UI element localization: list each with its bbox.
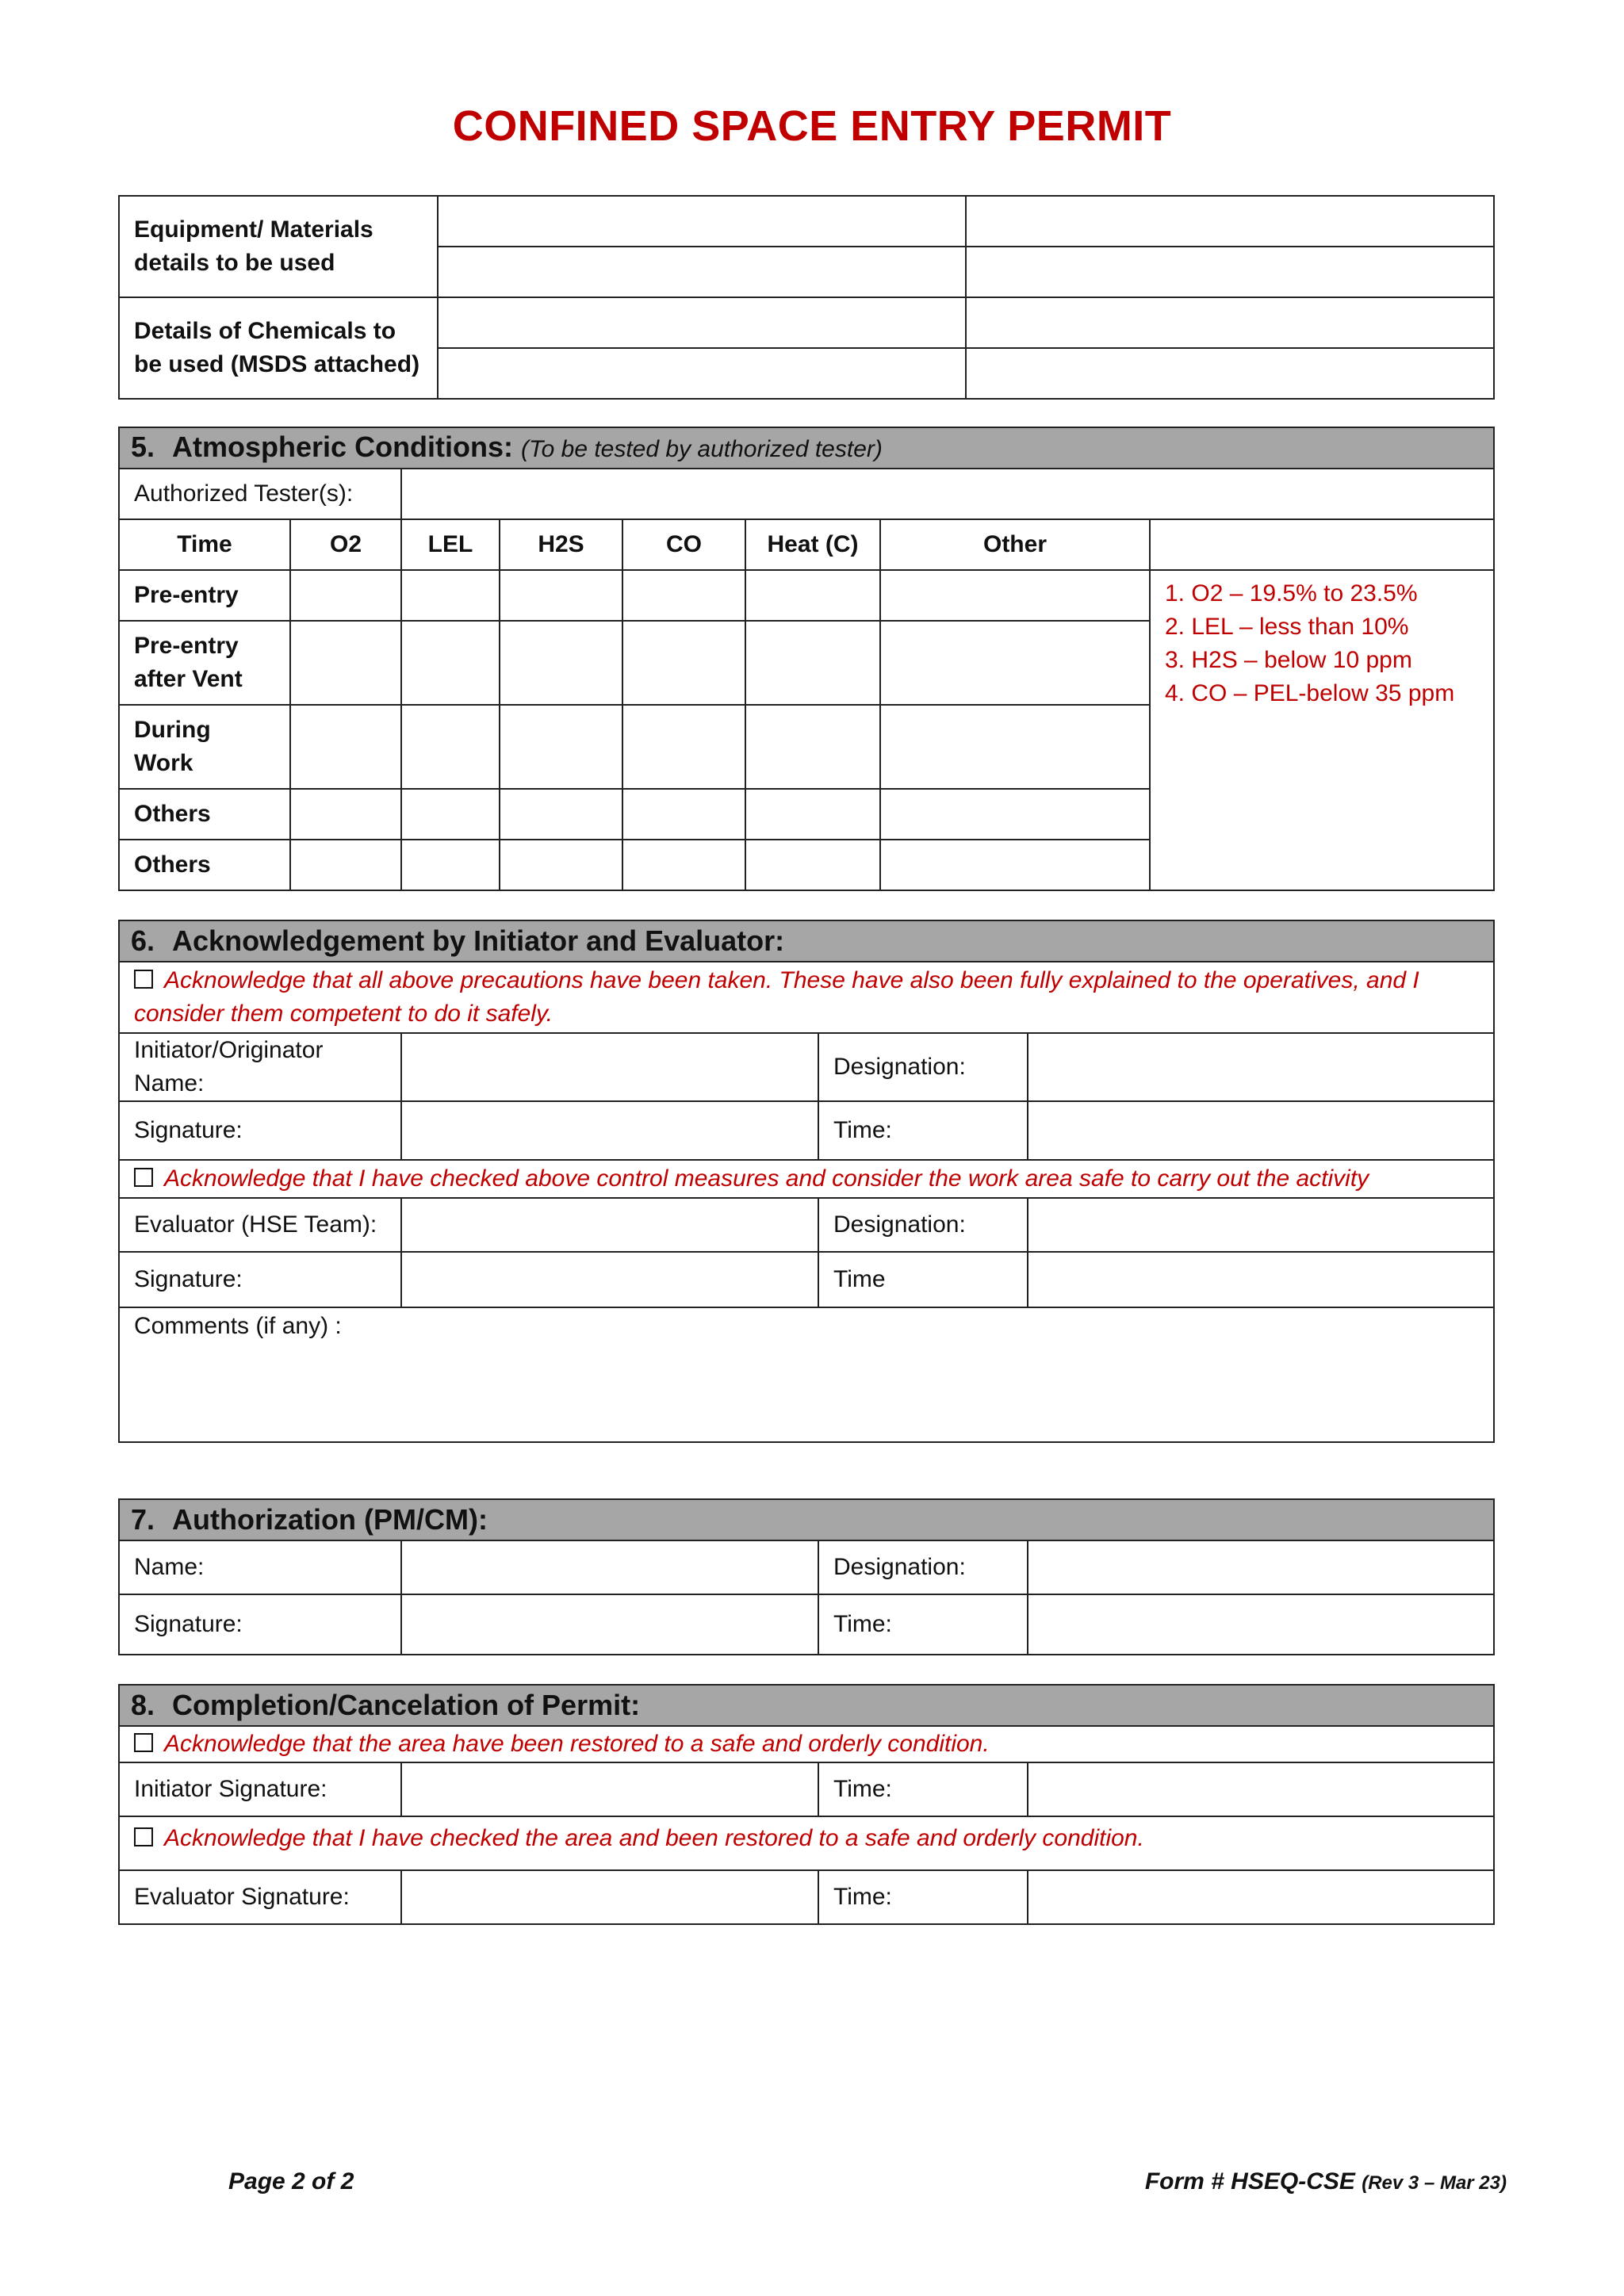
ack-1-checkbox[interactable] xyxy=(134,970,153,989)
materials-table xyxy=(118,195,1495,400)
initiator-signature-label: Signature: xyxy=(119,1101,401,1160)
reading-cell[interactable] xyxy=(290,789,401,840)
initiator-time-field[interactable] xyxy=(1028,1101,1494,1160)
ack-row-1 xyxy=(119,962,1494,1033)
auth-designation-label: Designation: xyxy=(818,1540,1028,1594)
reading-cell[interactable] xyxy=(745,621,880,705)
row-label: During Work xyxy=(119,705,290,789)
reading-cell[interactable] xyxy=(401,789,500,840)
reading-cell[interactable] xyxy=(290,705,401,789)
tester-field[interactable] xyxy=(401,469,1494,519)
initiator-signature-field-8[interactable] xyxy=(401,1762,818,1816)
completion-ack-2-checkbox[interactable] xyxy=(134,1827,153,1846)
section-6-number: 6. xyxy=(131,924,155,957)
section-5-header xyxy=(119,427,1494,469)
limit-co: 4. CO – PEL-below 35 ppm xyxy=(1165,680,1455,706)
form-number xyxy=(1145,2168,1507,2195)
auth-name-label: Name: xyxy=(119,1540,401,1594)
equipment-field-4[interactable] xyxy=(966,247,1494,297)
evaluator-time-field-8[interactable] xyxy=(1028,1870,1494,1924)
initiator-signature-label-8: Initiator Signature: xyxy=(119,1762,401,1816)
equipment-field-2[interactable] xyxy=(966,196,1494,247)
reading-cell[interactable] xyxy=(745,789,880,840)
section-5-heading: Atmospheric Conditions: xyxy=(172,430,514,463)
section-5-number: 5. xyxy=(131,430,155,463)
col-time: Time xyxy=(119,519,290,570)
initiator-time-field-8[interactable] xyxy=(1028,1762,1494,1816)
initiator-designation-field[interactable] xyxy=(1028,1033,1494,1101)
chemicals-field-1[interactable] xyxy=(438,297,966,348)
row-label: Others xyxy=(119,840,290,890)
initiator-name-field[interactable] xyxy=(401,1033,818,1101)
reading-cell[interactable] xyxy=(500,570,622,621)
col-lel: LEL xyxy=(401,519,500,570)
section-8-number: 8. xyxy=(131,1689,155,1721)
completion-ack-1-text: Acknowledge that the area have been restored to a safe and orderly condition. xyxy=(164,1731,990,1757)
reading-cell[interactable] xyxy=(622,789,745,840)
limit-o2: 1. O2 – 19.5% to 23.5% xyxy=(1165,580,1418,607)
authorization-table xyxy=(118,1498,1495,1655)
evaluator-time-label: Time xyxy=(818,1252,1028,1307)
atmospheric-table xyxy=(118,427,1495,891)
ack-2-checkbox[interactable] xyxy=(134,1168,153,1187)
chemicals-field-2[interactable] xyxy=(966,297,1494,348)
reading-cell[interactable] xyxy=(622,705,745,789)
reading-cell[interactable] xyxy=(290,621,401,705)
evaluator-designation-field[interactable] xyxy=(1028,1198,1494,1252)
reading-cell[interactable] xyxy=(500,705,622,789)
auth-name-field[interactable] xyxy=(401,1540,818,1594)
completion-ack-row-2 xyxy=(119,1816,1494,1870)
initiator-signature-field[interactable] xyxy=(401,1101,818,1160)
limit-h2s: 3. H2S – below 10 ppm xyxy=(1165,647,1412,673)
form-id: Form # HSEQ-CSE xyxy=(1144,2168,1355,2195)
reading-cell[interactable] xyxy=(745,705,880,789)
evaluator-time-field[interactable] xyxy=(1028,1252,1494,1307)
reading-cell[interactable] xyxy=(622,840,745,890)
completion-ack-1-checkbox[interactable] xyxy=(134,1733,153,1752)
initiator-designation-label: Designation: xyxy=(818,1033,1028,1101)
equipment-field-1[interactable] xyxy=(438,196,966,247)
evaluator-designation-label: Designation: xyxy=(818,1198,1028,1252)
chemicals-field-3[interactable] xyxy=(438,348,966,399)
reading-cell[interactable] xyxy=(880,789,1150,840)
equipment-label: Equipment/ Materials details to be used xyxy=(119,196,438,297)
acknowledgement-table xyxy=(118,920,1495,1443)
auth-signature-label: Signature: xyxy=(119,1594,401,1655)
reading-cell[interactable] xyxy=(401,705,500,789)
section-8-heading: Completion/Cancelation of Permit: xyxy=(172,1689,641,1721)
evaluator-label: Evaluator (HSE Team): xyxy=(119,1198,401,1252)
reading-cell[interactable] xyxy=(880,705,1150,789)
limits-list xyxy=(1165,577,1479,710)
section-7-heading: Authorization (PM/CM): xyxy=(172,1503,488,1536)
ack-2-text: Acknowledge that I have checked above control measures and consider the work area safe to carry out the activity xyxy=(164,1165,1369,1192)
reading-cell[interactable] xyxy=(745,840,880,890)
reading-cell[interactable] xyxy=(290,570,401,621)
completion-ack-2-text: Acknowledge that I have checked the area and been restored to a safe and orderly condition. xyxy=(164,1825,1144,1851)
evaluator-signature-label-8: Evaluator Signature: xyxy=(119,1870,401,1924)
tester-label: Authorized Tester(s): xyxy=(119,469,401,519)
col-o2: O2 xyxy=(290,519,401,570)
reading-cell[interactable] xyxy=(622,570,745,621)
evaluator-signature-field[interactable] xyxy=(401,1252,818,1307)
section-8-header xyxy=(119,1685,1494,1726)
reading-cell[interactable] xyxy=(401,570,500,621)
ack-row-2 xyxy=(119,1160,1494,1198)
section-6-header xyxy=(119,920,1494,962)
auth-designation-field[interactable] xyxy=(1028,1540,1494,1594)
limits-cell xyxy=(1150,570,1494,890)
reading-cell[interactable] xyxy=(745,570,880,621)
chemicals-field-4[interactable] xyxy=(966,348,1494,399)
reading-cell[interactable] xyxy=(500,840,622,890)
ack-1-text: Acknowledge that all above precautions have been taken. These have also been fully explained to the operatives, and I consider them competent to do it safely. xyxy=(134,967,1419,1027)
completion-table xyxy=(118,1684,1495,1925)
section-5-note: (To be tested by authorized tester) xyxy=(521,435,883,462)
reading-cell[interactable] xyxy=(622,621,745,705)
evaluator-signature-field-8[interactable] xyxy=(401,1870,818,1924)
form-revision: (Rev 3 – Mar 23) xyxy=(1362,2172,1507,2194)
initiator-time-label: Time: xyxy=(818,1101,1028,1160)
row-label: Pre-entry after Vent xyxy=(119,621,290,705)
limit-lel: 2. LEL – less than 10% xyxy=(1165,614,1409,640)
reading-cell[interactable] xyxy=(880,570,1150,621)
col-co: CO xyxy=(622,519,745,570)
reading-cell[interactable] xyxy=(401,840,500,890)
evaluator-signature-label: Signature: xyxy=(119,1252,401,1307)
reading-cell[interactable] xyxy=(880,621,1150,705)
completion-ack-row-1 xyxy=(119,1726,1494,1762)
section-7-number: 7. xyxy=(131,1503,155,1536)
section-6-heading: Acknowledgement by Initiator and Evaluator: xyxy=(172,924,785,957)
table-row xyxy=(119,570,1494,621)
reading-cell[interactable] xyxy=(401,621,500,705)
col-h2s: H2S xyxy=(500,519,622,570)
comments-label: Comments (if any) : xyxy=(134,1313,342,1339)
evaluator-name-field[interactable] xyxy=(401,1198,818,1252)
row-label: Pre-entry xyxy=(119,570,290,621)
reading-cell[interactable] xyxy=(880,840,1150,890)
reading-cell[interactable] xyxy=(500,621,622,705)
evaluator-time-label-8: Time: xyxy=(818,1870,1028,1924)
blank-header-cell xyxy=(1150,519,1494,570)
col-heat: Heat (C) xyxy=(745,519,880,570)
row-label: Others xyxy=(119,789,290,840)
auth-time-field[interactable] xyxy=(1028,1594,1494,1655)
auth-signature-field[interactable] xyxy=(401,1594,818,1655)
comments-field[interactable] xyxy=(119,1307,1494,1442)
page-title: CONFINED SPACE ENTRY PERMIT xyxy=(452,102,1172,150)
equipment-field-3[interactable] xyxy=(438,247,966,297)
initiator-time-label-8: Time: xyxy=(818,1762,1028,1816)
auth-time-label: Time: xyxy=(818,1594,1028,1655)
page-number: Page 2 of 2 xyxy=(228,2168,354,2195)
reading-cell[interactable] xyxy=(500,789,622,840)
chemicals-label: Details of Chemicals to be used (MSDS attached) xyxy=(119,297,438,399)
col-other: Other xyxy=(880,519,1150,570)
reading-cell[interactable] xyxy=(290,840,401,890)
initiator-name-label: Initiator/Originator Name: xyxy=(119,1033,401,1101)
section-7-header xyxy=(119,1499,1494,1540)
